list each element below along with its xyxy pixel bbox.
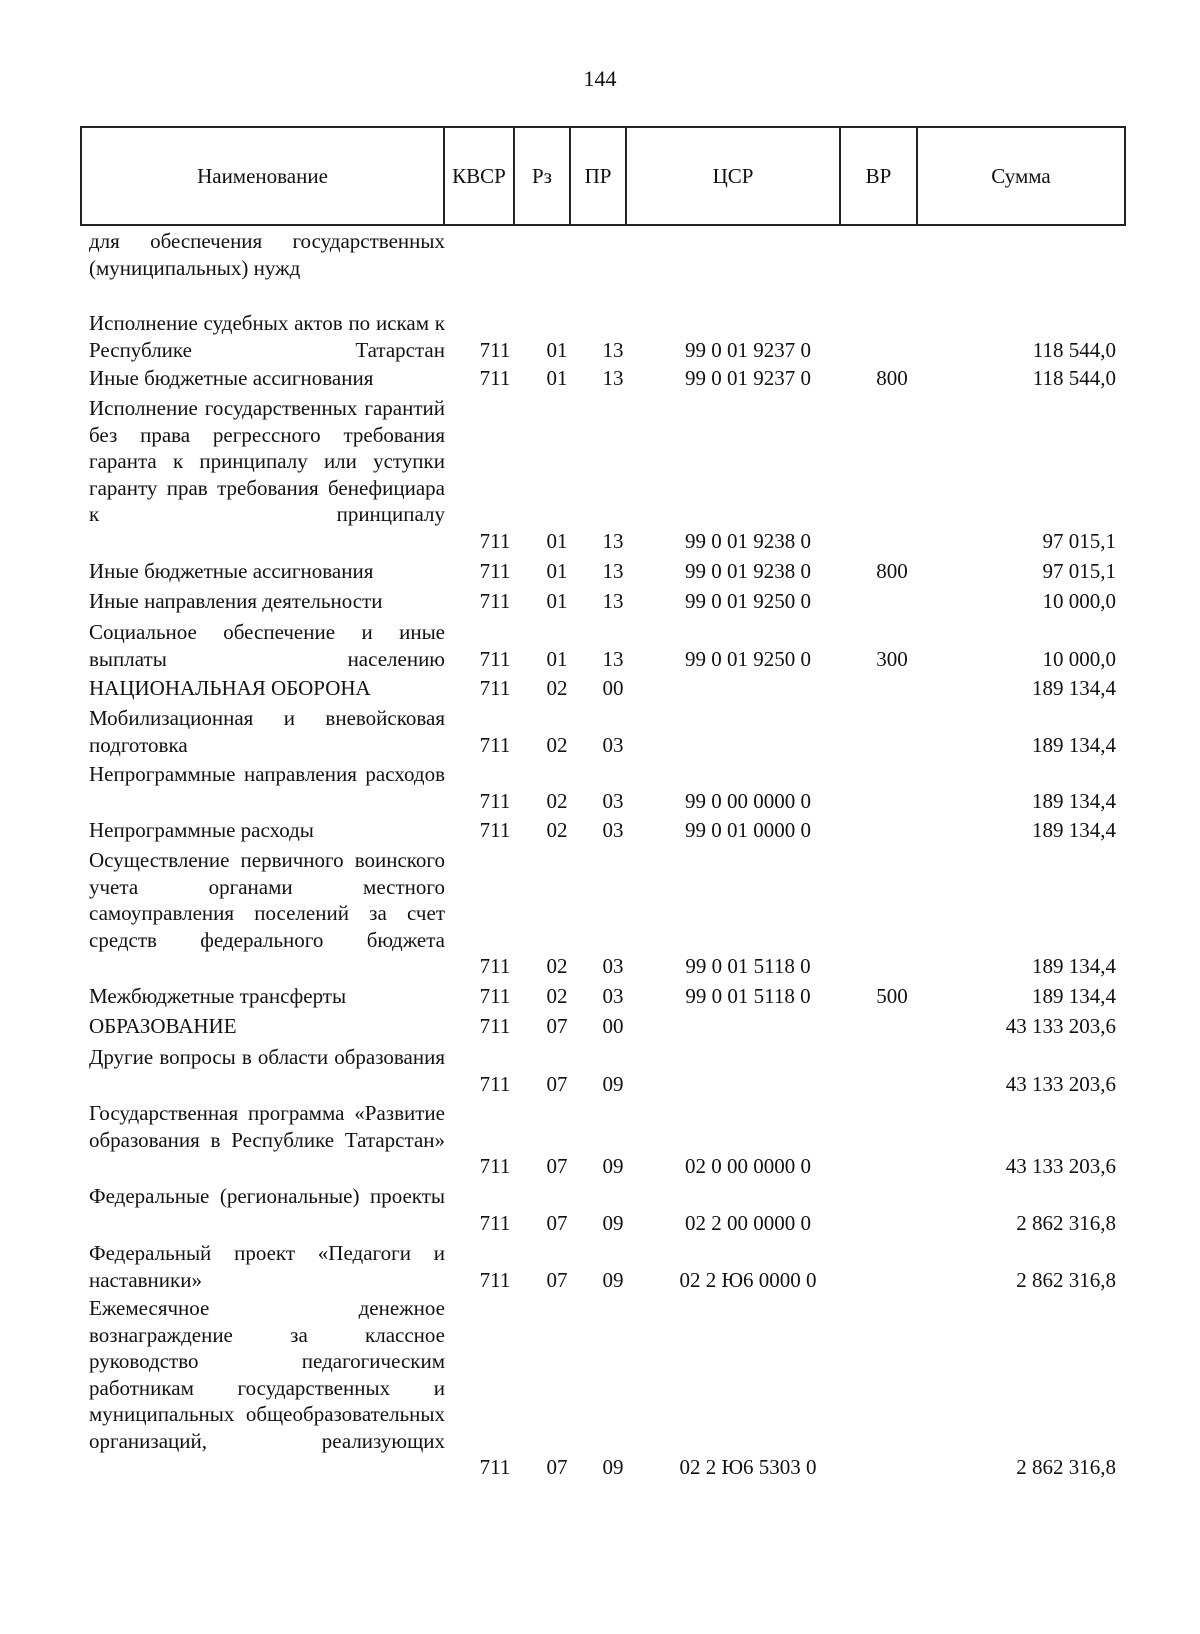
row-name: Непрограммные расходы (89, 818, 314, 842)
row-rz: 07 (546, 1014, 568, 1038)
row-rz: 01 (546, 589, 568, 613)
page-number: 144 (583, 66, 617, 91)
row-pr: 13 (602, 366, 624, 390)
row-pr: 03 (602, 954, 624, 978)
row-pr: 13 (602, 646, 624, 671)
row-rz: 02 (546, 984, 568, 1008)
row-rz: 01 (546, 559, 568, 583)
row-csr: 99 0 00 0000 0 (685, 788, 811, 813)
row-pr: 03 (602, 984, 624, 1008)
row-vr: 500 (876, 984, 908, 1008)
row-kvsr: 711 (479, 676, 511, 700)
row-sum: 10 000,0 (1042, 646, 1116, 671)
row-pr: 13 (602, 559, 624, 583)
column-header-sum: Сумма (916, 128, 1124, 224)
row-vr: 800 (876, 559, 908, 583)
row-name: Осуществление первичного воинского учета органами местного самоуправления поселений за счет средств федерального бюджета (89, 848, 445, 952)
row-vr: 800 (876, 366, 908, 390)
row-name: Исполнение судебных актов по искам к Республике Татарстан (89, 311, 445, 362)
row-csr: 99 0 01 9238 0 (685, 559, 811, 583)
row-name: Иные направления деятельности (89, 589, 383, 613)
row-rz: 01 (546, 366, 568, 390)
row-kvsr: 711 (479, 366, 511, 390)
row-rz: 07 (546, 1154, 568, 1178)
row-pr: 09 (602, 1267, 624, 1292)
row-kvsr: 711 (479, 1154, 511, 1178)
row-kvsr: 711 (479, 1014, 511, 1038)
row-sum: 97 015,1 (1042, 528, 1116, 553)
row-sum: 118 544,0 (1032, 337, 1116, 362)
row-csr: 02 2 Ю6 0000 0 (679, 1267, 817, 1292)
row-sum: 43 133 203,6 (1005, 1154, 1116, 1178)
row-rz: 07 (546, 1267, 568, 1292)
row-vr: 300 (876, 646, 908, 671)
row-sum: 2 862 316,8 (1016, 1267, 1116, 1292)
row-pr: 09 (602, 1154, 624, 1178)
row-name: ОБРАЗОВАНИЕ (89, 1014, 237, 1038)
row-pr: 13 (602, 528, 624, 553)
row-pr: 13 (602, 337, 624, 362)
row-name: Ежемесячное денежное вознаграждение за классное руководство педагогическим работникам государственных и муниципальных общеобразовательных организаций, реализующих (89, 1296, 445, 1453)
row-sum: 43 133 203,6 (1005, 1071, 1116, 1096)
row-pr: 09 (602, 1455, 624, 1479)
row-rz: 01 (546, 337, 568, 362)
column-header-name: Наименование (197, 163, 328, 188)
row-kvsr: 711 (479, 589, 511, 613)
row-csr: 99 0 01 5118 0 (685, 954, 811, 978)
column-header-vr: ВР (839, 128, 916, 224)
row-name: Мобилизационная и вневойсковая подготовка (89, 706, 445, 757)
row-kvsr: 711 (479, 559, 511, 583)
row-name: Иные бюджетные ассигнования (89, 366, 374, 390)
table-header (80, 126, 1126, 226)
row-sum: 189 134,4 (1032, 954, 1116, 978)
row-name: Другие вопросы в области образования (89, 1045, 445, 1069)
row-pr: 03 (602, 732, 624, 757)
row-pr: 13 (602, 589, 624, 613)
row-name: Федеральный проект «Педагоги и наставники» (89, 1241, 445, 1292)
row-name: Социальное обеспечение и иные выплаты населению (89, 620, 445, 671)
row-name: Государственная программа «Развитие образования в Республике Татарстан» (89, 1101, 445, 1152)
row-kvsr: 711 (479, 646, 511, 671)
row-kvsr: 711 (479, 1455, 511, 1479)
row-rz: 02 (546, 676, 568, 700)
row-sum: 2 862 316,8 (1016, 1455, 1116, 1479)
row-sum: 189 134,4 (1032, 788, 1116, 813)
row-sum: 118 544,0 (1032, 366, 1116, 390)
row-rz: 01 (546, 646, 568, 671)
row-csr: 99 0 01 9250 0 (685, 589, 811, 613)
row-sum: 43 133 203,6 (1005, 1014, 1116, 1038)
row-pr: 09 (602, 1210, 624, 1235)
row-csr: 99 0 01 9237 0 (685, 366, 811, 390)
row-kvsr: 711 (479, 954, 511, 978)
row-name: Иные бюджетные ассигнования (89, 559, 374, 583)
row-rz: 07 (546, 1210, 568, 1235)
row-rz: 02 (546, 788, 568, 813)
row-kvsr: 711 (479, 984, 511, 1008)
row-kvsr: 711 (479, 1210, 511, 1235)
row-kvsr: 711 (479, 1071, 511, 1096)
row-sum: 189 134,4 (1032, 818, 1116, 842)
row-sum: 97 015,1 (1042, 559, 1116, 583)
column-header-pr: ПР (569, 128, 625, 224)
row-csr: 99 0 01 5118 0 (685, 984, 811, 1008)
row-sum: 10 000,0 (1042, 589, 1116, 613)
row-rz: 01 (546, 528, 568, 553)
column-header-csr: ЦСР (625, 128, 839, 224)
row-kvsr: 711 (479, 818, 511, 842)
row-pr: 03 (602, 788, 624, 813)
row-kvsr: 711 (479, 528, 511, 553)
column-header-kvsr: КВСР (443, 128, 513, 224)
row-rz: 07 (546, 1071, 568, 1096)
row-pr: 00 (602, 676, 624, 700)
row-csr: 99 0 01 9238 0 (685, 528, 811, 553)
row-kvsr: 711 (479, 788, 511, 813)
row-sum: 189 134,4 (1032, 676, 1116, 700)
row-rz: 02 (546, 954, 568, 978)
row-sum: 189 134,4 (1032, 732, 1116, 757)
row-name: Межбюджетные трансферты (89, 984, 347, 1008)
row-kvsr: 711 (479, 1267, 511, 1292)
row-csr: 02 2 00 0000 0 (685, 1210, 811, 1235)
row-name: Федеральные (региональные) проекты (89, 1184, 445, 1208)
row-rz: 07 (546, 1455, 568, 1479)
row-csr: 02 0 00 0000 0 (685, 1154, 811, 1178)
row-csr: 99 0 01 9237 0 (685, 337, 811, 362)
row-name: для обеспечения государственных (муниципальных) нужд (89, 229, 445, 280)
row-pr: 00 (602, 1014, 624, 1038)
row-sum: 2 862 316,8 (1016, 1210, 1116, 1235)
row-rz: 02 (546, 818, 568, 842)
row-pr: 09 (602, 1071, 624, 1096)
row-csr: 02 2 Ю6 5303 0 (679, 1455, 817, 1479)
column-header-rz: Рз (513, 128, 569, 224)
row-sum: 189 134,4 (1032, 984, 1116, 1008)
row-name: НАЦИОНАЛЬНАЯ ОБОРОНА (89, 676, 371, 700)
row-name: Исполнение государственных гарантий без права регрессного требования гаранта к принципалу или уступки гаранту прав требования бенефициара к принципалу (89, 396, 445, 526)
row-csr: 99 0 01 0000 0 (685, 818, 811, 842)
row-kvsr: 711 (479, 732, 511, 757)
row-csr: 99 0 01 9250 0 (685, 646, 811, 671)
row-pr: 03 (602, 818, 624, 842)
row-name: Непрограммные направления расходов (89, 762, 445, 786)
row-kvsr: 711 (479, 337, 511, 362)
row-rz: 02 (546, 732, 568, 757)
